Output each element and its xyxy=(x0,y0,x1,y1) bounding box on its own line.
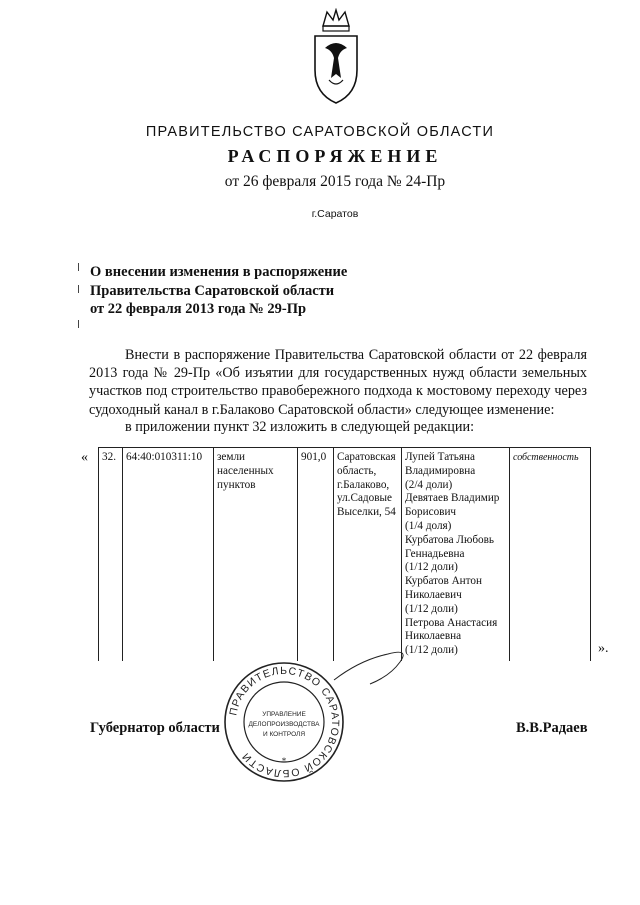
owner-line: Петрова Анастасия Николаевна xyxy=(405,616,498,643)
stamp-inner-line: И КОНТРОЛЯ xyxy=(262,731,306,738)
signer-name: В.В.Радаев xyxy=(516,720,588,736)
table-row xyxy=(99,448,591,661)
svg-text:*: * xyxy=(281,756,287,766)
open-quote: « xyxy=(81,450,88,465)
cell-owners xyxy=(402,448,510,661)
owner-line: (1/4 доля) xyxy=(405,519,452,532)
owner-line: Курбатова Любовь Геннадьевна xyxy=(405,533,495,560)
stamp-outer-text: ПРАВИТЕЛЬСТВО САРАТОВСКОЙ ОБЛАСТИ xyxy=(227,664,342,780)
margin-tick xyxy=(78,263,82,271)
government-title: ПРАВИТЕЛЬСТВО САРАТОВСКОЙ ОБЛАСТИ xyxy=(145,124,495,140)
document-city: г.Саратов xyxy=(311,208,359,220)
official-stamp-icon xyxy=(222,660,346,784)
margin-tick xyxy=(78,320,82,328)
cell-address: Саратовская область, г.Балаково, ул.Садовые Выселки, 54 xyxy=(334,448,402,661)
cell-right: собственность xyxy=(510,448,591,661)
cell-area: 901,0 xyxy=(298,448,334,661)
cell-number: 32. xyxy=(99,448,123,661)
margin-tick xyxy=(78,285,82,293)
document-subject xyxy=(90,263,347,319)
coat-of-arms-icon xyxy=(303,8,369,106)
stamp-inner-line: ДЕЛОПРОИЗВОДСТВА xyxy=(248,721,320,728)
owner-line: Девятаев Владимир Борисович xyxy=(405,492,500,519)
subject-line: Правительства Саратовской области xyxy=(90,282,335,299)
document-type: РАСПОРЯЖЕНИЕ xyxy=(227,146,443,166)
owner-line: (1/12 доли) xyxy=(405,644,458,657)
cell-category: земли населенных пунктов xyxy=(214,448,298,661)
owner-line: (2/4 доли) xyxy=(405,478,453,491)
owner-line: (1/12 доли) xyxy=(405,561,458,574)
owner-line: Лупей Татьяна Владимировна xyxy=(405,451,476,477)
document-date-number: от 26 февраля 2015 года № 24-Пр xyxy=(224,173,446,190)
stamp-inner-line: УПРАВЛЕНИЕ xyxy=(262,711,306,718)
paragraph-text: Внести в распоряжение Правительства Саратовской области от 22 февраля 2013 года № 29-Пр «Об изъятии для государственных нужд области земельных участков под строительство правобережного подхода к мостовому переходу через судоходный канал в г.Балаково Саратовской области» следующее изменение: xyxy=(89,347,587,418)
owner-line: Курбатов Антон Николаевич xyxy=(405,575,482,601)
close-quote: ». xyxy=(598,641,609,656)
owner-line: (1/12 доли) xyxy=(405,602,458,615)
signer-position: Губернатор области xyxy=(90,720,220,736)
subject-line: от 22 февраля 2013 года № 29-Пр xyxy=(90,301,307,317)
instruction-text: в приложении пункт 32 изложить в следующей редакции: xyxy=(125,419,475,435)
land-plot-table xyxy=(98,447,591,661)
cell-cadastre: 64:40:010311:10 xyxy=(123,448,214,661)
main-paragraph xyxy=(89,346,587,419)
subject-line: О внесении изменения в распоряжение xyxy=(90,264,348,280)
